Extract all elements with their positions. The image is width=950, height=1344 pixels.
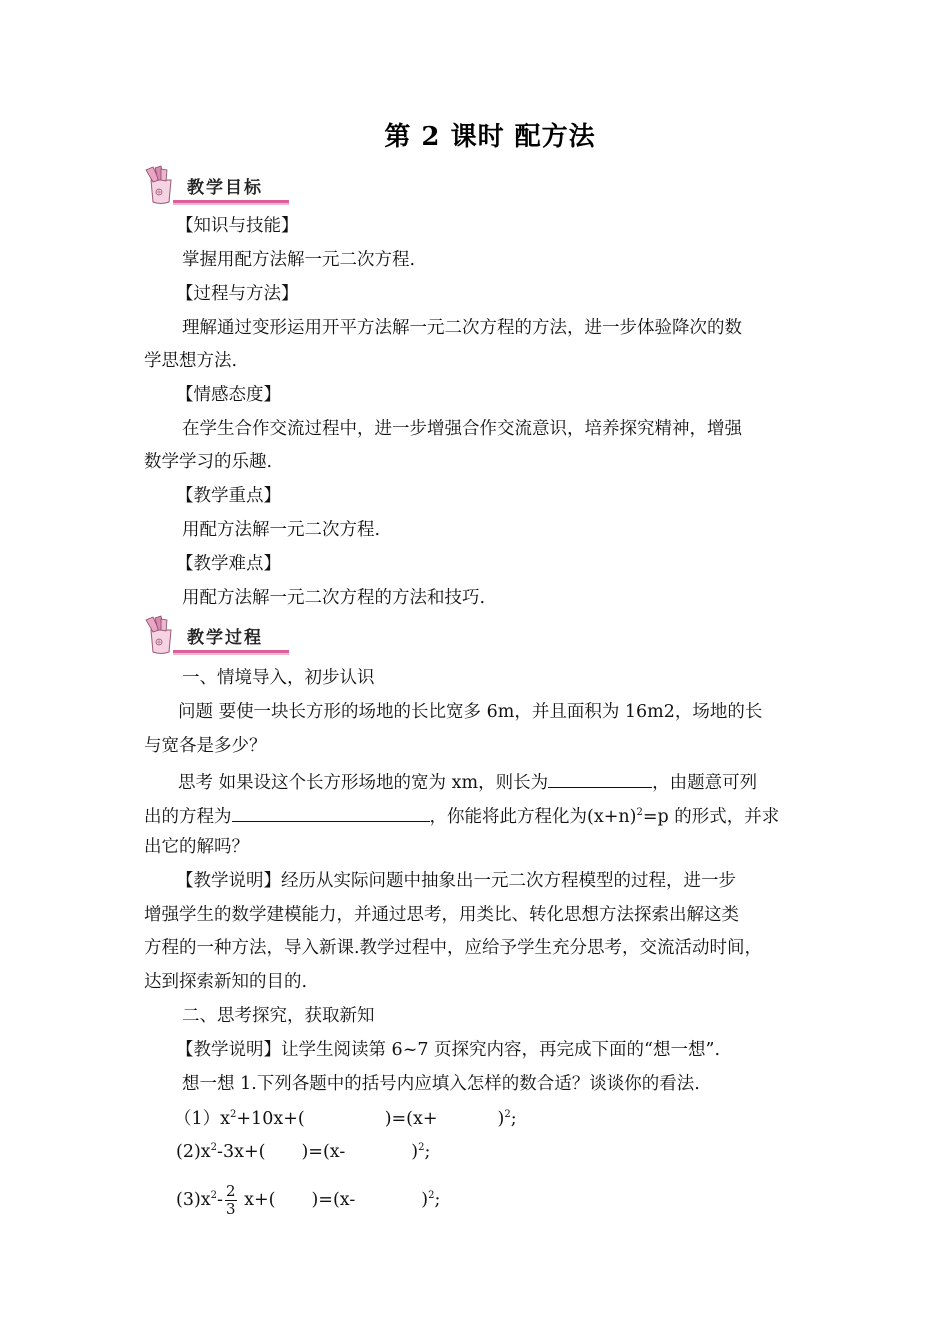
eq2-mid2: )=(x- [301, 1142, 346, 1162]
attitude-label: 【情感态度】 [176, 385, 281, 405]
eq2-exponent-2: 2 [418, 1142, 425, 1153]
think-line1 [178, 769, 757, 794]
knowledge-text: 掌握用配方法解一元二次方程. [182, 250, 416, 270]
think-line2-text-a: 出的方程为 [144, 807, 232, 827]
eq2-exponent: 2 [210, 1142, 218, 1153]
eq3-mid2: )=(x- [311, 1190, 356, 1210]
eq3-minus: - [217, 1190, 223, 1210]
eq2-end: ) [411, 1142, 419, 1162]
think-line1-text-a: 思考 如果设这个长方形场地的宽为 xm，则长为 [178, 773, 549, 793]
eq1-exponent-2: 2 [504, 1109, 511, 1120]
eq3-exponent: 2 [210, 1190, 218, 1201]
eq1-exponent: 2 [230, 1109, 237, 1120]
difficulty-label: 【教学难点】 [176, 554, 281, 574]
equation-2 [176, 1141, 430, 1163]
eq3-prefix: (3)x [176, 1190, 211, 1210]
eq1-tail: ; [510, 1109, 517, 1129]
process-text-line1: 理解通过变形运用开平方法解一元二次方程的方法，进一步体验降次的数 [182, 318, 742, 338]
eq1-mid2: )=(x+ [384, 1109, 438, 1129]
attitude-text-line1: 在学生合作交流过程中，进一步增强合作交流意识，培养探究精神，增强 [182, 419, 742, 439]
think-line2 [144, 803, 779, 828]
eq3-end: ) [421, 1190, 429, 1210]
problem-line2: 与宽各是多少？ [144, 736, 267, 756]
think-more: 想一想 1.下列各题中的括号内应填入怎样的数合适？谈谈你的看法. [182, 1074, 700, 1094]
equation-3 [176, 1180, 440, 1220]
key-point-text: 用配方法解一元二次方程. [182, 520, 381, 540]
eq3-mid: x+( [238, 1190, 276, 1210]
equation-blank[interactable] [232, 803, 430, 822]
teaching-note2: 【教学说明】让学生阅读第 6~7 页探究内容，再完成下面的“想一想”. [176, 1040, 721, 1060]
attitude-text-line2: 数学学习的乐趣. [144, 452, 273, 472]
problem-line1: 问题 要使一块长方形的场地的长比宽多 6m，并且面积为 16m2，场地的长 [178, 702, 763, 722]
knowledge-label: 【知识与技能】 [176, 216, 299, 236]
eq1-mid: +10x+( [236, 1109, 305, 1129]
part1-title: 一、情境导入，初步认识 [182, 668, 375, 688]
eq2-mid: -3x+( [217, 1142, 266, 1162]
think-line1-text-b: ，由题意可列 [652, 773, 758, 793]
page-title: 第 2 课时 配方法 [384, 122, 596, 152]
part2-title: 二、思考探究，获取新知 [182, 1006, 375, 1026]
header-underline-shadow [173, 203, 289, 205]
fraction-two-thirds [225, 1183, 237, 1218]
teaching-note1-line1: 【教学说明】经历从实际问题中抽象出一元二次方程模型的过程，进一步 [176, 871, 736, 891]
eq3-tail: ; [434, 1190, 441, 1210]
equation-1 [174, 1108, 517, 1130]
header-underline-shadow [173, 653, 289, 655]
teaching-note1-line3: 方程的一种方法，导入新课.教学过程中，应给予学生充分思考，交流活动时间， [144, 938, 763, 958]
think-line3: 出它的解吗？ [144, 837, 249, 857]
exponent: 2 [636, 807, 643, 818]
fraction-denominator: 3 [225, 1200, 236, 1218]
process-label: 【过程与方法】 [176, 284, 299, 304]
section-header-process [143, 614, 289, 658]
eq1-prefix: （1）x [174, 1109, 231, 1129]
eq1-end: ) [497, 1109, 505, 1129]
difficulty-text: 用配方法解一元二次方程的方法和技巧. [182, 588, 486, 608]
fraction-numerator: 2 [225, 1182, 236, 1200]
key-point-label: 【教学重点】 [176, 486, 281, 506]
teaching-note1-line2: 增强学生的数学建模能力，并通过思考，用类比、转化思想方法探索出解这类 [144, 905, 739, 925]
eq2-tail: ; [424, 1142, 431, 1162]
length-blank[interactable] [548, 769, 652, 788]
eq3-exponent-2: 2 [428, 1190, 435, 1201]
teaching-note1-line4: 达到探索新知的目的. [144, 972, 308, 992]
think-line2-text-b: ，你能将此方程化为(x+n) [429, 807, 637, 827]
process-text-line2: 学思想方法. [144, 351, 238, 371]
think-line2-text-c: =p 的形式，并求 [642, 807, 780, 827]
section-title-process: 教学过程 [187, 628, 263, 648]
eq2-prefix: (2)x [176, 1142, 211, 1162]
section-title-goals: 教学目标 [187, 178, 263, 198]
section-header-goals [143, 164, 289, 208]
